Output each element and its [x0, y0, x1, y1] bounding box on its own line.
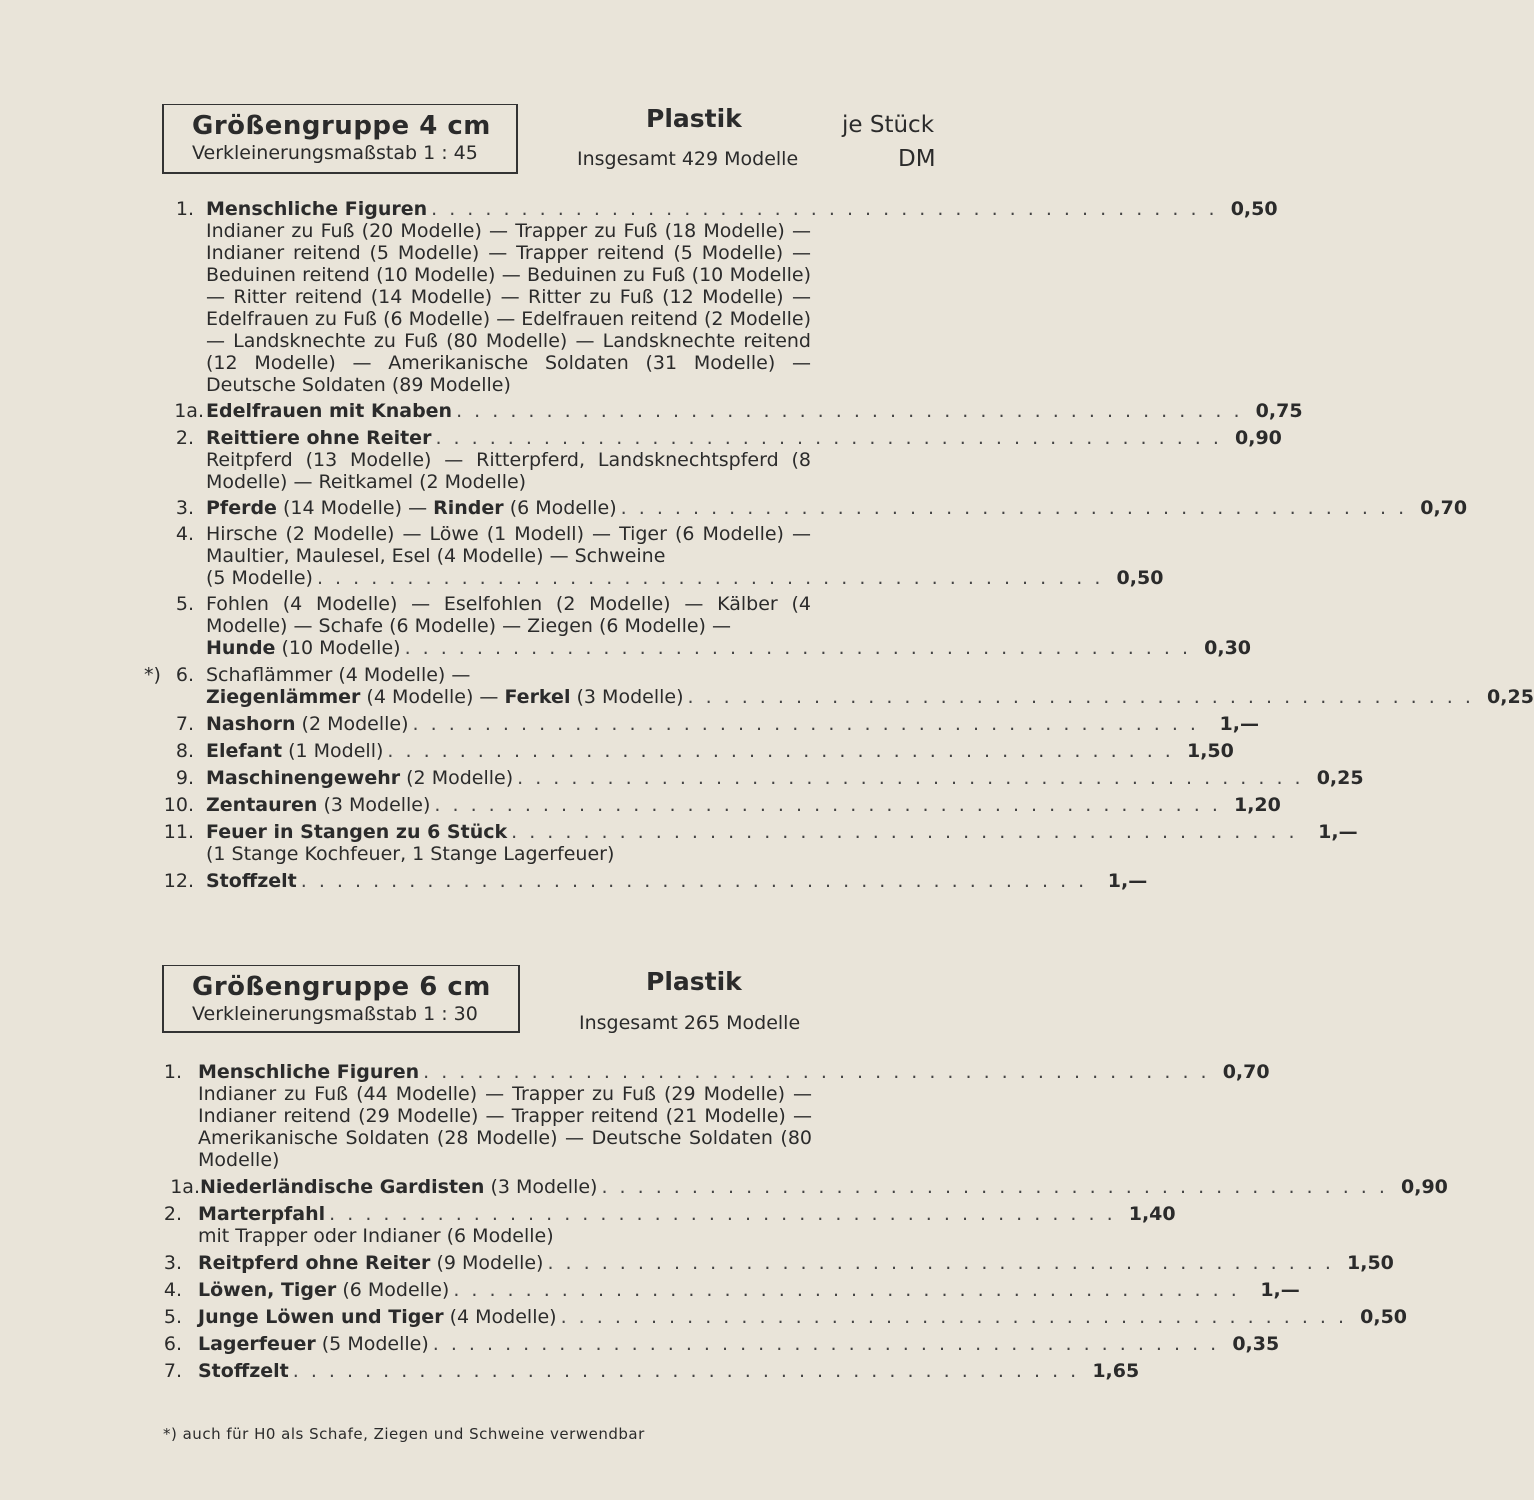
item-number: 6.	[163, 1333, 182, 1355]
item-price: 0,25	[1316, 767, 1364, 789]
list-item: 4. Hirsche (2 Modelle) — Löwe (1 Modell) — Tiger (6 Modelle) — Maultier, Maulesel, Esel (4 Modelle) — Schweine (5 Modelle) . . . . . . . . . . . . . . . . . . . . . . . . . . . . . . . . . . . . . . . . . . . . 0,50	[160, 523, 942, 589]
item-price: 0,50	[1230, 198, 1278, 220]
item-number: 5.	[175, 593, 194, 615]
list-item: 10. Zentauren (3 Modelle) . . . . . . . . . . . . . . . . . . . . . . . . . . . . . . . . . . . . . . . . . . . . 1,20	[160, 794, 942, 816]
item-number: 1.	[163, 1061, 182, 1083]
item-number: 1a.	[170, 1176, 200, 1198]
item-description: Fohlen (4 Modelle) — Eselfohlen (2 Modelle) — Kälber (4 Modelle) — Schafe (6 Modelle) — Ziegen (6 Modelle) —	[206, 593, 811, 637]
list-item: 5. Junge Löwen und Tiger (4 Modelle) . . . . . . . . . . . . . . . . . . . . . . . . . . . . . . . . . . . . . . . . . . . . 0,50	[160, 1306, 942, 1328]
item-number: 7.	[175, 713, 194, 735]
item-title: Stoffzelt	[206, 870, 297, 892]
item-title-2: Rinder	[433, 497, 504, 519]
list-item: 4. Löwen, Tiger (6 Modelle) . . . . . . . . . . . . . . . . . . . . . . . . . . . . . . . . . . . . . . . . . . . . 1,—	[160, 1279, 942, 1301]
list-item: *) 6. Schaflämmer (4 Modelle) — Ziegenlämmer (4 Modelle) — Ferkel (3 Modelle) . . . . . . . . . . . . . . . . . . . . . . . . . . . . . . . . . . . . . . . . . . . . 0,25	[144, 664, 1534, 708]
list-item: 2. Reittiere ohne Reiter . . . . . . . . . . . . . . . . . . . . . . . . . . . . . . . . . . . . . . . . . . . . 0,90 Reitpferd (13 Modelle) — Ritterpferd, Landsknechtspferd (8 Modelle) — Reitkamel (2 Modelle)	[160, 427, 942, 493]
item-price: 1,50	[1347, 1252, 1394, 1274]
item-price: 0,90	[1235, 427, 1282, 449]
item-title: Edelfrauen mit Knaben	[206, 400, 453, 422]
list-item: 11. Feuer in Stangen zu 6 Stück . . . . . . . . . . . . . . . . . . . . . . . . . . . . . . . . . . . . . . . . . . . . 1,— (1 Stange Kochfeuer, 1 Stange Lagerfeuer)	[160, 821, 942, 865]
item-description: Indianer zu Fuß (44 Modelle) — Trapper zu Fuß (29 Modelle) — Indianer reitend (29 Modelle) — Trapper reitend (21 Modelle) — Amerikanische Soldaten (28 Modelle) — Deutsche Soldaten (80 Modelle)	[198, 1083, 812, 1171]
item-number: 5.	[163, 1306, 182, 1328]
item-price: 0,25	[1487, 686, 1534, 708]
list-item: 6. Lagerfeuer (5 Modelle) . . . . . . . . . . . . . . . . . . . . . . . . . . . . . . . . . . . . . . . . . . . . 0,35	[160, 1333, 942, 1355]
item-title: Menschliche Figuren	[198, 1061, 420, 1083]
item-price: 1,—	[1219, 713, 1259, 735]
list-item: 8. Elefant (1 Modell) . . . . . . . . . . . . . . . . . . . . . . . . . . . . . . . . . . . . . . . . . . . . 1,50	[160, 740, 942, 762]
item-description: Hirsche (2 Modelle) — Löwe (1 Modell) — Tiger (6 Modelle) — Maultier, Maulesel, Esel (4 Modelle) — Schweine	[206, 523, 811, 567]
group6-material: Plastik	[646, 967, 742, 996]
footnote-marker: *)	[144, 664, 161, 686]
list-item: 3. Reitpferd ohne Reiter (9 Modelle) . . . . . . . . . . . . . . . . . . . . . . . . . . . . . . . . . . . . . . . . . . . . 1,50	[160, 1252, 942, 1274]
item-number: 2.	[163, 1203, 182, 1225]
item-description: Schaflämmer (4 Modelle) —	[206, 664, 471, 686]
list-item: 12. Stoffzelt . . . . . . . . . . . . . . . . . . . . . . . . . . . . . . . . . . . . . . . . . . . . 1,—	[160, 870, 942, 892]
item-price: 0,75	[1255, 400, 1303, 422]
item-title: Löwen, Tiger	[198, 1279, 337, 1301]
item-price: 0,70	[1420, 497, 1468, 519]
item-price: 1,50	[1186, 740, 1234, 762]
item-title: Lagerfeuer	[198, 1333, 316, 1355]
item-number: 11.	[163, 821, 194, 843]
group4-total: Insgesamt 429 Modelle	[577, 148, 799, 170]
item-title: Zentauren	[206, 794, 318, 816]
list-item: 1a. Niederländische Gardisten (3 Modelle) . . . . . . . . . . . . . . . . . . . . . . . . . . . . . . . . . . . . . . . . . . . . 0,90	[160, 1176, 942, 1198]
group6-title: Größengruppe 6 cm	[192, 972, 491, 1002]
group4-list	[144, 198, 1534, 892]
item-number: 6.	[175, 664, 194, 686]
item-description: Indianer zu Fuß (20 Modelle) — Trapper zu Fuß (18 Modelle) — Indianer reitend (5 Modelle) — Trapper reitend (5 Modelle) — Beduinen reitend (10 Modelle) — Beduinen zu Fuß (10 Modelle) — Ritter reitend (14 Modelle) — Ritter zu Fuß (12 Modelle) — Edelfrauen zu Fuß (6 Modelle) — Edelfrauen reitend (2 Modelle) — Landsknechte zu Fuß (80 Modelle) — Landsknechte reitend (12 Modelle) — Amerikanische Soldaten (31 Modelle) — Deutsche Soldaten (89 Modelle)	[206, 220, 811, 396]
item-number: 7.	[163, 1360, 182, 1382]
item-price: 0,70	[1222, 1061, 1270, 1083]
item-price: 0,50	[1116, 567, 1164, 589]
group4-scale: Verkleinerungsmaßstab 1 : 45	[192, 142, 478, 164]
item-title: Menschliche Figuren	[206, 198, 428, 220]
item-description: Reitpferd (13 Modelle) — Ritterpferd, Landsknechtspferd (8 Modelle) — Reitkamel (2 Modelle)	[206, 449, 811, 493]
item-title: Feuer in Stangen zu 6 Stück	[206, 821, 508, 843]
item-price: 0,50	[1360, 1306, 1408, 1328]
item-number: 10.	[163, 794, 194, 816]
item-title: Elefant	[206, 740, 283, 762]
list-item: 3. Pferde (14 Modelle) — Rinder (6 Modelle) . . . . . . . . . . . . . . . . . . . . . . . . . . . . . . . . . . . . . . . . . . . . 0,70	[160, 497, 942, 519]
item-title: Junge Löwen und Tiger	[198, 1306, 444, 1328]
item-title: Reitpferd ohne Reiter	[198, 1252, 431, 1274]
item-price: 1,—	[1318, 821, 1358, 843]
size-group-4-header	[162, 104, 518, 174]
item-price: 1,20	[1233, 794, 1281, 816]
item-title: Nashorn	[206, 713, 296, 735]
item-number: 1a.	[174, 400, 204, 422]
list-item: 1a. Edelfrauen mit Knaben . . . . . . . . . . . . . . . . . . . . . . . . . . . . . . . . . . . . . . . . . . . . 0,75	[160, 400, 942, 422]
list-item: 1. Menschliche Figuren . . . . . . . . . . . . . . . . . . . . . . . . . . . . . . . . . . . . . . . . . . . . 0,70 Indianer zu Fuß (44 Modelle) — Trapper zu Fuß (29 Modelle) — Indianer reitend (29 Modelle) — Trapper reitend (21 Modelle) — Amerikanische Soldaten (28 Modelle) — Deutsche Soldaten (80 Modelle)	[160, 1061, 942, 1171]
group6-list	[160, 1061, 1448, 1382]
list-item: 2. Marterpfahl . . . . . . . . . . . . . . . . . . . . . . . . . . . . . . . . . . . . . . . . . . . . 1,40 mit Trapper oder Indianer (6 Modelle)	[160, 1203, 942, 1247]
item-number: 12.	[163, 870, 194, 892]
item-title: Stoffzelt	[198, 1360, 289, 1382]
item-price: 0,30	[1204, 637, 1252, 659]
item-price: 1,40	[1128, 1203, 1176, 1225]
currency-label: DM	[898, 146, 936, 172]
item-number: 9.	[175, 767, 194, 789]
item-title: Niederländische Gardisten	[200, 1176, 485, 1198]
item-number: 3.	[163, 1252, 182, 1274]
group6-total: Insgesamt 265 Modelle	[579, 1012, 801, 1034]
item-price: 0,35	[1232, 1333, 1280, 1355]
item-price: 0,90	[1401, 1176, 1448, 1198]
group4-title: Größengruppe 4 cm	[192, 111, 491, 141]
item-number: 2.	[175, 427, 194, 449]
list-item: 5. Fohlen (4 Modelle) — Eselfohlen (2 Modelle) — Kälber (4 Modelle) — Schafe (6 Modelle) — Ziegen (6 Modelle) — Hunde (10 Modelle) . . . . . . . . . . . . . . . . . . . . . . . . . . . . . . . . . . . . . . . . . . . . 0,30	[160, 593, 942, 659]
item-title: Reittiere ohne Reiter	[206, 427, 432, 449]
list-item: 7. Stoffzelt . . . . . . . . . . . . . . . . . . . . . . . . . . . . . . . . . . . . . . . . . . . . 1,65	[160, 1360, 942, 1382]
item-title: Marterpfahl	[198, 1203, 326, 1225]
item-number: 4.	[175, 523, 194, 545]
list-item: 7. Nashorn (2 Modelle) . . . . . . . . . . . . . . . . . . . . . . . . . . . . . . . . . . . . . . . . . . . . 1,—	[160, 713, 942, 735]
group6-scale: Verkleinerungsmaßstab 1 : 30	[192, 1003, 478, 1025]
item-number: 3.	[175, 497, 194, 519]
item-price: 1,—	[1260, 1279, 1300, 1301]
group4-material: Plastik	[646, 104, 742, 133]
item-description: mit Trapper oder Indianer (6 Modelle)	[198, 1225, 554, 1247]
list-item: 1. Menschliche Figuren . . . . . . . . . . . . . . . . . . . . . . . . . . . . . . . . . . . . . . . . . . . . 0,50 Indianer zu Fuß (20 Modelle) — Trapper zu Fuß (18 Modelle) — Indianer reitend (5 Modelle) — Trapper reitend (5 Modelle) — Beduinen reitend (10 Modelle) — Beduinen zu Fuß (10 Modelle) — Ritter reitend (14 Modelle) — Ritter zu Fuß (12 Modelle) — Edelfrauen zu Fuß (6 Modelle) — Edelfrauen reitend (2 Modelle) — Landsknechte zu Fuß (80 Modelle) — Landsknechte reitend (12 Modelle) — Amerikanische Soldaten (31 Modelle) — Deutsche Soldaten (89 Modelle)	[160, 198, 942, 396]
item-price: 1,—	[1107, 870, 1148, 892]
item-number: 1.	[175, 198, 194, 220]
item-description: (1 Stange Kochfeuer, 1 Stange Lagerfeuer)	[206, 843, 615, 865]
item-price: 1,65	[1092, 1360, 1140, 1382]
item-title: Maschinengewehr	[206, 767, 401, 789]
size-group-6-header	[162, 965, 520, 1033]
footnote: *) auch für H0 als Schafe, Ziegen und Schweine verwendbar	[163, 1425, 645, 1443]
per-piece-label: je Stück	[842, 112, 935, 138]
item-number: 8.	[175, 740, 194, 762]
item-number: 4.	[163, 1279, 182, 1301]
item-title: Pferde	[206, 497, 277, 519]
list-item: 9. Maschinengewehr (2 Modelle) . . . . . . . . . . . . . . . . . . . . . . . . . . . . . . . . . . . . . . . . . . . . 0,25	[160, 767, 942, 789]
